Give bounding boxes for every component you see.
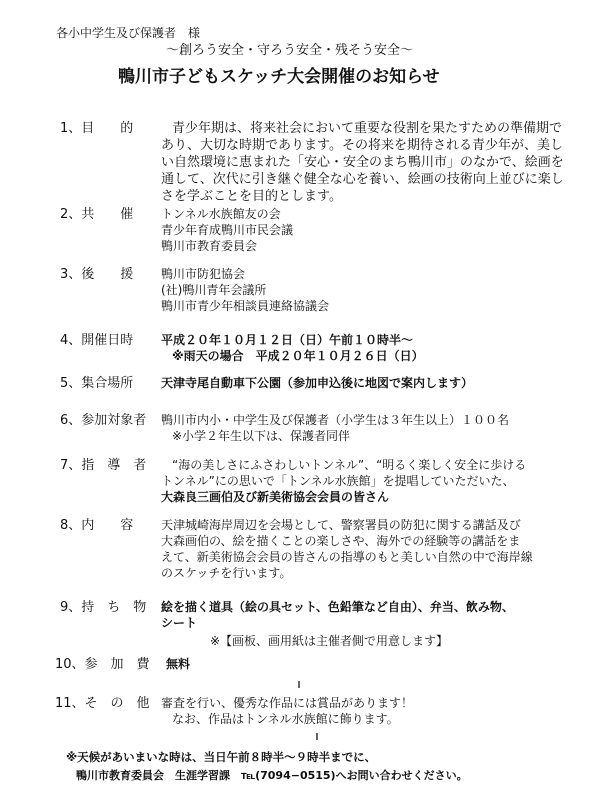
instructor-line-3: 大森良三画伯及び新美術協会会員の皆さん xyxy=(161,490,390,504)
section-label-instructor: 7、指 導 者 xyxy=(60,458,147,473)
scan-mark xyxy=(316,733,318,740)
section-label-fee: 10、参 加 費 xyxy=(55,657,150,672)
purpose-line-5: さを学ぶことを目的とします。 xyxy=(161,189,342,204)
belongings-line-2: シート xyxy=(161,616,198,630)
section-label-belongings: 9、持 ち 物 xyxy=(60,600,147,615)
instructor-line-2: トンネル”にの思いで「トンネル水族館」を提唱していただいた、 xyxy=(161,474,515,488)
purpose-line-4: 通して、次代に引き継ぐ健全な心を養い、絵画の技術向上並びに楽し xyxy=(161,172,564,187)
place-line-1: 天津寺尾自動車下公園（参加申込後に地図で案内します） xyxy=(161,376,474,390)
document-title: 鴨川市子どもスケッチ大会開催のお知らせ xyxy=(118,67,440,87)
section-label-support: 3、後 援 xyxy=(60,267,134,282)
sponsor-line-1: トンネル水族館友の会 xyxy=(161,207,281,221)
sponsor-line-2: 青少年育成鴨川市民会議 xyxy=(161,223,294,237)
fee-value: 無料 xyxy=(166,657,191,671)
target-line-1: 鴨川市内小・中学生及び保護者（小学生は３年生以上）１００名 xyxy=(161,413,510,427)
content-line-4: のスケッチを行います。 xyxy=(161,566,292,580)
other-line-2: なお、作品はトンネル水族館に飾ります。 xyxy=(172,712,399,726)
section-label-sponsor: 2、共 催 xyxy=(60,207,134,222)
content-line-2: 大森画伯の、絵を描くことの楽しさや、海外での経験等の講話をま xyxy=(161,534,521,548)
support-line-1: 鴨川市防犯協会 xyxy=(161,267,246,281)
date-line-1: 平成２０年１０月１２日（日）午前１０時半〜 xyxy=(161,333,414,347)
belongings-line-1: 絵を描く道具（絵の具セット、色鉛筆など自由）、弁当、飲み物、 xyxy=(161,600,514,614)
section-label-date: 4、開催日時 xyxy=(60,333,134,348)
section-label-content: 8、内 容 xyxy=(60,518,134,533)
purpose-line-2: あり、大切な時期であります。その将来を期待される青少年が、美し xyxy=(161,138,563,153)
date-line-2: ※雨天の場合 平成２０年１０月２６日（日） xyxy=(172,349,424,363)
recipient-line: 各小中学生及び保護者 様 xyxy=(56,26,201,40)
purpose-line-1: 青少年期は、将来社会において重要な役割を果たすための準備期で xyxy=(172,121,563,136)
section-label-other: 11、そ の 他 xyxy=(55,696,150,711)
belongings-note: ※【画板、画用紙は主催者側で用意します】 xyxy=(210,634,449,648)
section-label-purpose: 1、目 的 xyxy=(60,121,134,136)
support-line-2: (社)鴨川青年会議所 xyxy=(161,283,267,297)
section-label-place: 5、集合場所 xyxy=(60,376,134,391)
footer-line-1: ※天候があいまいな時は、当日午前８時半〜９時半までに、 xyxy=(66,750,377,764)
content-line-3: えて、新美術協会会員の皆さんの指導のもと美しい自然の中で海岸線 xyxy=(161,550,533,564)
sponsor-line-3: 鴨川市教育委員会 xyxy=(161,239,258,253)
scan-mark xyxy=(298,681,300,688)
target-line-2: ※小学２年生以下は、保護者同伴 xyxy=(172,429,351,443)
section-label-target: 6、参加対象者 xyxy=(60,413,147,428)
footer-line-2: 鴨川市教育委員会 生涯学習課 ℡(7094−0515)へお問い合わせください。 xyxy=(76,769,468,782)
other-line-1: 審査を行い、優秀な作品には賞品があります！ xyxy=(161,696,414,710)
support-line-3: 鴨川市青少年相談員連絡協議会 xyxy=(161,299,330,313)
instructor-line-1: “海の美しさにふさわしいトンネル”、“明るく楽しく安全に歩ける xyxy=(172,458,527,472)
content-line-1: 天津城崎海岸周辺を会場として、警察署員の防犯に関する講話及び xyxy=(161,518,521,532)
purpose-line-3: い自然環境に恵まれた「安心・安全のまち鴨川市」のなかで、絵画を xyxy=(161,155,564,170)
slogan: 〜創ろう安全・守ろう安全・残そう安全〜 xyxy=(166,43,414,58)
